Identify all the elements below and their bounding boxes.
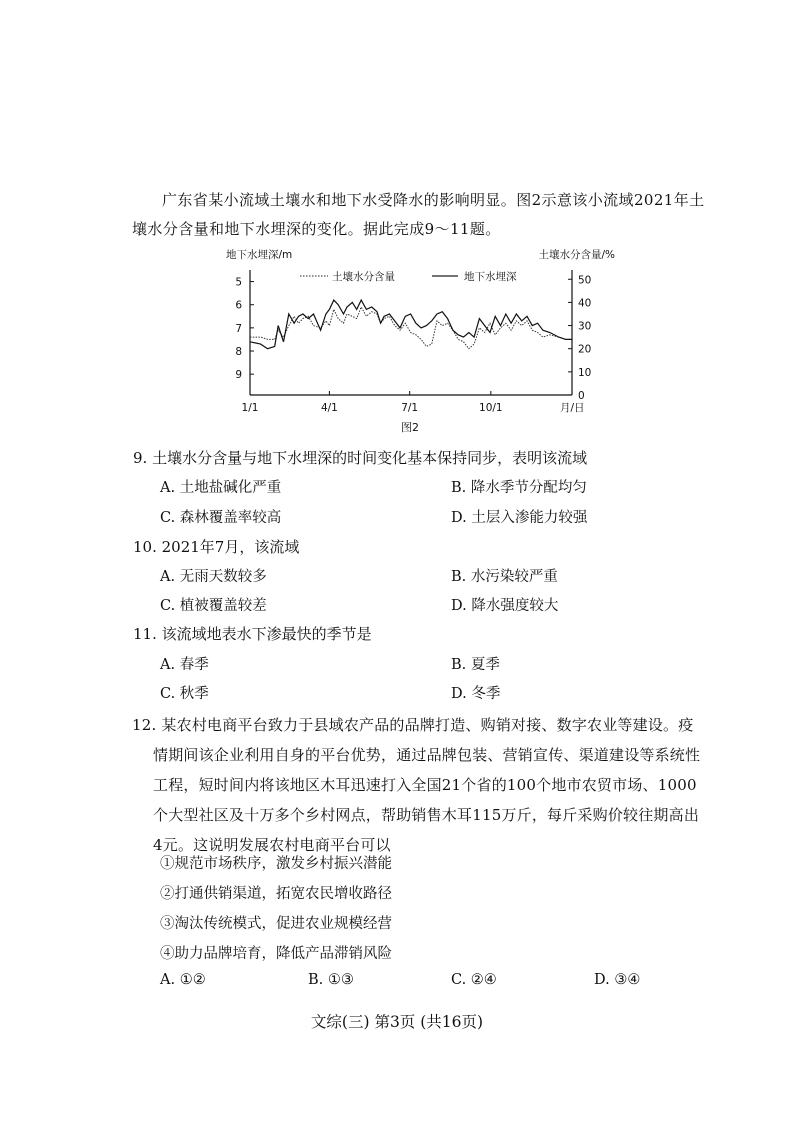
q11-option-a: A. 春季: [160, 657, 209, 673]
q12-option-c: C. ②④: [451, 972, 497, 988]
q12-statement-1: ①规范市场秩序，激发乡村振兴潜能: [160, 856, 392, 872]
q10-option-a: A. 无雨天数较多: [160, 569, 267, 585]
y-left-tick-label: 7: [235, 322, 242, 335]
x-tick-label: 10/1: [479, 402, 503, 414]
y-left-tick-label: 8: [235, 346, 242, 359]
q11-option-b: B. 夏季: [451, 657, 500, 673]
q9-stem: 9. 土壤水分含量与地下水埋深的时间变化基本保持同步，表明该流域: [133, 449, 588, 467]
y-right-tick-label: 0: [578, 390, 585, 402]
q10-stem: 10. 2021年7月，该流域: [133, 538, 300, 556]
y-right-tick-label: 30: [578, 320, 592, 333]
y-left-tick-label: 9: [235, 369, 242, 382]
soil-moisture-line: [250, 307, 572, 349]
y-right-tick-label: 10: [578, 366, 592, 379]
q9-option-c: C. 森林覆盖率较高: [160, 510, 282, 526]
q12-statement-4: ④助力品牌培育，降低产品滞销风险: [160, 946, 392, 962]
q12-option-d: D. ③④: [594, 972, 641, 988]
x-tick-label: 1/1: [241, 402, 259, 414]
q10-option-c: C. 植被覆盖较差: [160, 598, 267, 614]
y-right-tick-label: 40: [578, 297, 592, 310]
legend-groundwater-label: 地下水埋深: [464, 271, 517, 283]
q9-option-d: D. 土层入渗能力较强: [451, 510, 588, 526]
figure-2-chart: [200, 244, 630, 436]
y-right-tick-label: 50: [578, 274, 592, 287]
q11-option-c: C. 秋季: [160, 686, 209, 702]
y-left-tick-label: 6: [235, 299, 242, 312]
y-right-axis-title: 土壤水分含量/%: [538, 249, 615, 261]
y-left-tick-label: 5: [235, 276, 242, 289]
figure-caption: 图2: [401, 421, 419, 434]
q12-stem: 12. 某农村电商平台致力于县域农产品的品牌打造、购销对接、数字农业等建设。疫情期间该企业利用自身的平台优势，通过品牌包装、营销宣传、渠道建设等系统性工程，短时间内将该地区木耳迅速打入全国21个省的100个地市农贸市场、1000个大型社区及十万多个乡村网点，帮助销售木耳115万斤，每斤采购价较往期高出4元。这说明发展农村电商平台可以: [132, 716, 701, 854]
legend-soil-label: 土壤水分含量: [332, 271, 395, 283]
q11-stem: 11. 该流域地表水下渗最快的季节是: [133, 625, 372, 643]
q9-option-a: A. 土地盐碱化严重: [160, 480, 282, 496]
y-left-axis-title: 地下水埋深/m: [226, 249, 293, 261]
q12-option-b: B. ①③: [308, 972, 354, 988]
q9-option-b: B. 降水季节分配均匀: [451, 480, 587, 496]
q10-option-d: D. 降水强度较大: [451, 598, 559, 614]
q12-statement-2: ②打通供销渠道，拓宽农民增收路径: [160, 886, 392, 902]
q12-option-a: A. ①②: [160, 972, 206, 988]
q10-option-b: B. 水污染较严重: [451, 569, 558, 585]
x-axis-unit: 月/日: [560, 402, 585, 414]
q11-option-d: D. 冬季: [451, 686, 501, 702]
intro-paragraph: 广东省某小流域土壤水和地下水受降水的影响明显。图2示意该小流域2021年土壤水分含量和地下水埋深的变化。据此完成9～11题。: [132, 191, 705, 238]
y-right-tick-label: 20: [578, 343, 592, 356]
q12-statement-3: ③淘汰传统模式，促进农业规模经营: [160, 916, 392, 932]
page-footer: 文综(三) 第3页 (共16页): [310, 1013, 484, 1031]
x-tick-label: 7/1: [401, 402, 419, 414]
x-tick-label: 4/1: [320, 402, 338, 414]
